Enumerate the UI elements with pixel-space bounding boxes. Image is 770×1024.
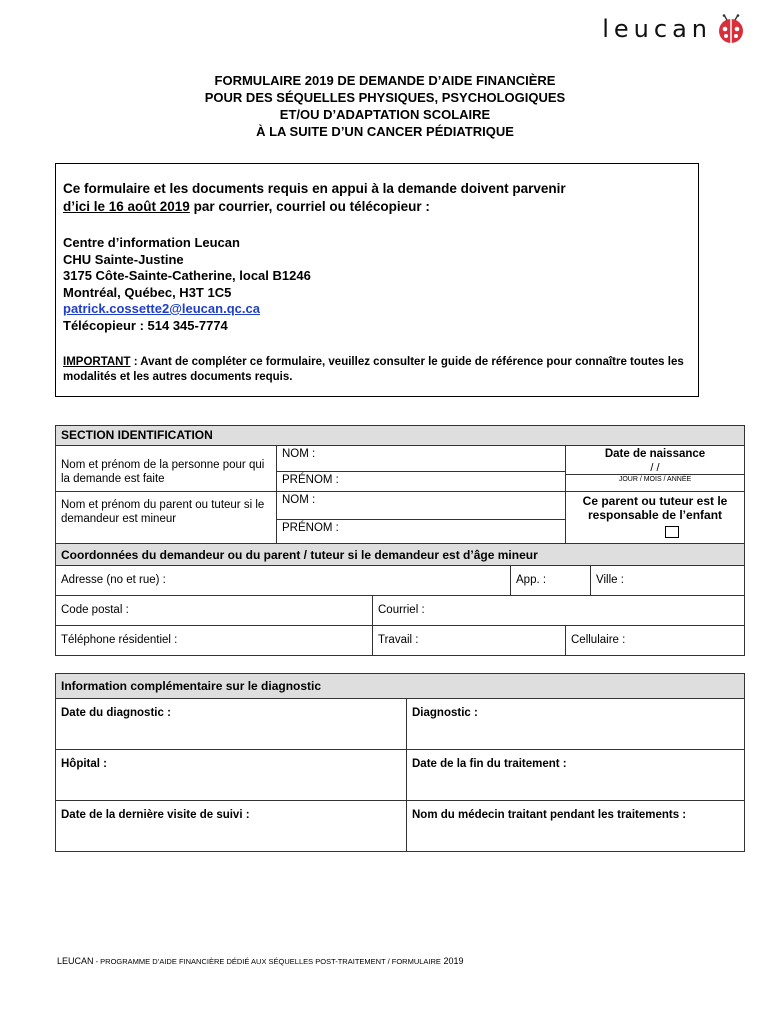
person-name-label: Nom et prénom de la personne pour qui la demande est faite — [56, 446, 277, 492]
address-line: Montréal, Québec, H3T 1C5 — [63, 284, 232, 300]
parent-nom-field[interactable]: NOM : — [277, 492, 566, 520]
leucan-logo — [602, 14, 746, 44]
person-prenom-field[interactable]: PRÉNOM : — [277, 472, 566, 492]
address-line: 3175 Côte-Sainte-Catherine, local B1246 — [63, 268, 311, 283]
mailing-address — [63, 235, 690, 334]
submission-instructions — [63, 180, 690, 216]
home-phone-field[interactable]: Téléphone résidentiel : — [56, 626, 373, 656]
diagnosis-date-field[interactable]: Date du diagnostic : — [56, 699, 407, 750]
logo-text: leucan — [602, 15, 712, 43]
title-line: FORMULAIRE 2019 DE DEMANDE D’AIDE FINANCIÈRE — [214, 73, 556, 88]
birthdate-format: JOUR / MOIS / ANNÉE — [566, 474, 744, 483]
page-footer — [57, 956, 463, 966]
instructions-rest: par courrier, courriel ou télécopieur : — [189, 199, 430, 214]
address-field[interactable]: Adresse (no et rue) : — [56, 566, 511, 596]
email-link[interactable]: patrick.cossette2@leucan.qc.ca — [63, 301, 260, 316]
work-phone-field[interactable]: Travail : — [373, 626, 566, 656]
footer-leucan: LEUCAN — [57, 956, 94, 966]
important-label: IMPORTANT — [63, 356, 131, 368]
responsible-checkbox[interactable] — [665, 526, 679, 538]
fax-number: Télécopieur : 514 345-7774 — [63, 317, 228, 333]
address-line: Centre d’information Leucan — [63, 235, 240, 250]
title-line: ET/OU D’ADAPTATION SCOLAIRE — [279, 107, 491, 122]
treatment-end-date-field[interactable]: Date de la fin du traitement : — [407, 750, 745, 801]
identification-table — [55, 425, 745, 656]
responsible-label: Ce parent ou tuteur est le responsable de l’enfant — [582, 494, 728, 522]
parent-prenom-field[interactable]: PRÉNOM : — [277, 520, 566, 544]
last-visit-date-field[interactable]: Date de la dernière visite de suivi : — [56, 801, 407, 852]
deadline: d’ici le 16 août 2019 — [63, 199, 190, 214]
city-field[interactable]: Ville : — [591, 566, 745, 596]
footer-year: 2019 — [440, 956, 464, 966]
instructions-line: Ce formulaire et les documents requis en appui à la demande doivent parvenir — [63, 181, 566, 196]
footer-text: - PROGRAMME D’AIDE FINANCIÈRE DÉDIÉ AUX SÉQUELLES POST-TRAITEMENT / FORMULAIRE — [93, 957, 441, 966]
birthdate-field[interactable]: / / — [650, 461, 660, 474]
title-line: POUR DES SÉQUELLES PHYSIQUES, PSYCHOLOGIQUES — [204, 90, 566, 105]
doctor-name-field[interactable]: Nom du médecin traitant pendant les traitements : — [407, 801, 745, 852]
form-title — [0, 72, 770, 140]
important-note — [63, 355, 690, 385]
person-nom-field[interactable]: NOM : — [277, 446, 566, 472]
hospital-field[interactable]: Hôpital : — [56, 750, 407, 801]
birthdate-label: Date de naissance — [566, 446, 745, 472]
coordinates-header: Coordonnées du demandeur ou du parent / tuteur si le demandeur est d’âge mineur — [56, 544, 745, 566]
ladybug-logo-icon — [716, 14, 746, 44]
parent-name-label: Nom et prénom du parent ou tuteur si le demandeur est mineur — [56, 492, 277, 544]
diagnostic-header: Information complémentaire sur le diagnostic — [56, 674, 745, 699]
diagnosis-field[interactable]: Diagnostic : — [407, 699, 745, 750]
diagnostic-table — [55, 673, 745, 852]
apt-field[interactable]: App. : — [511, 566, 591, 596]
section-identification-header: SECTION IDENTIFICATION — [56, 426, 745, 446]
email-field[interactable]: Courriel : — [373, 596, 745, 626]
cell-phone-field[interactable]: Cellulaire : — [566, 626, 745, 656]
important-text: : Avant de compléter ce formulaire, veuillez consulter le guide de référence pour connaître toutes les modalités et les autres documents requis. — [63, 356, 684, 383]
postal-code-field[interactable]: Code postal : — [56, 596, 373, 626]
address-line: CHU Sainte-Justine — [63, 251, 184, 267]
submission-info-box — [55, 163, 699, 397]
title-line: À LA SUITE D’UN CANCER PÉDIATRIQUE — [256, 124, 514, 139]
